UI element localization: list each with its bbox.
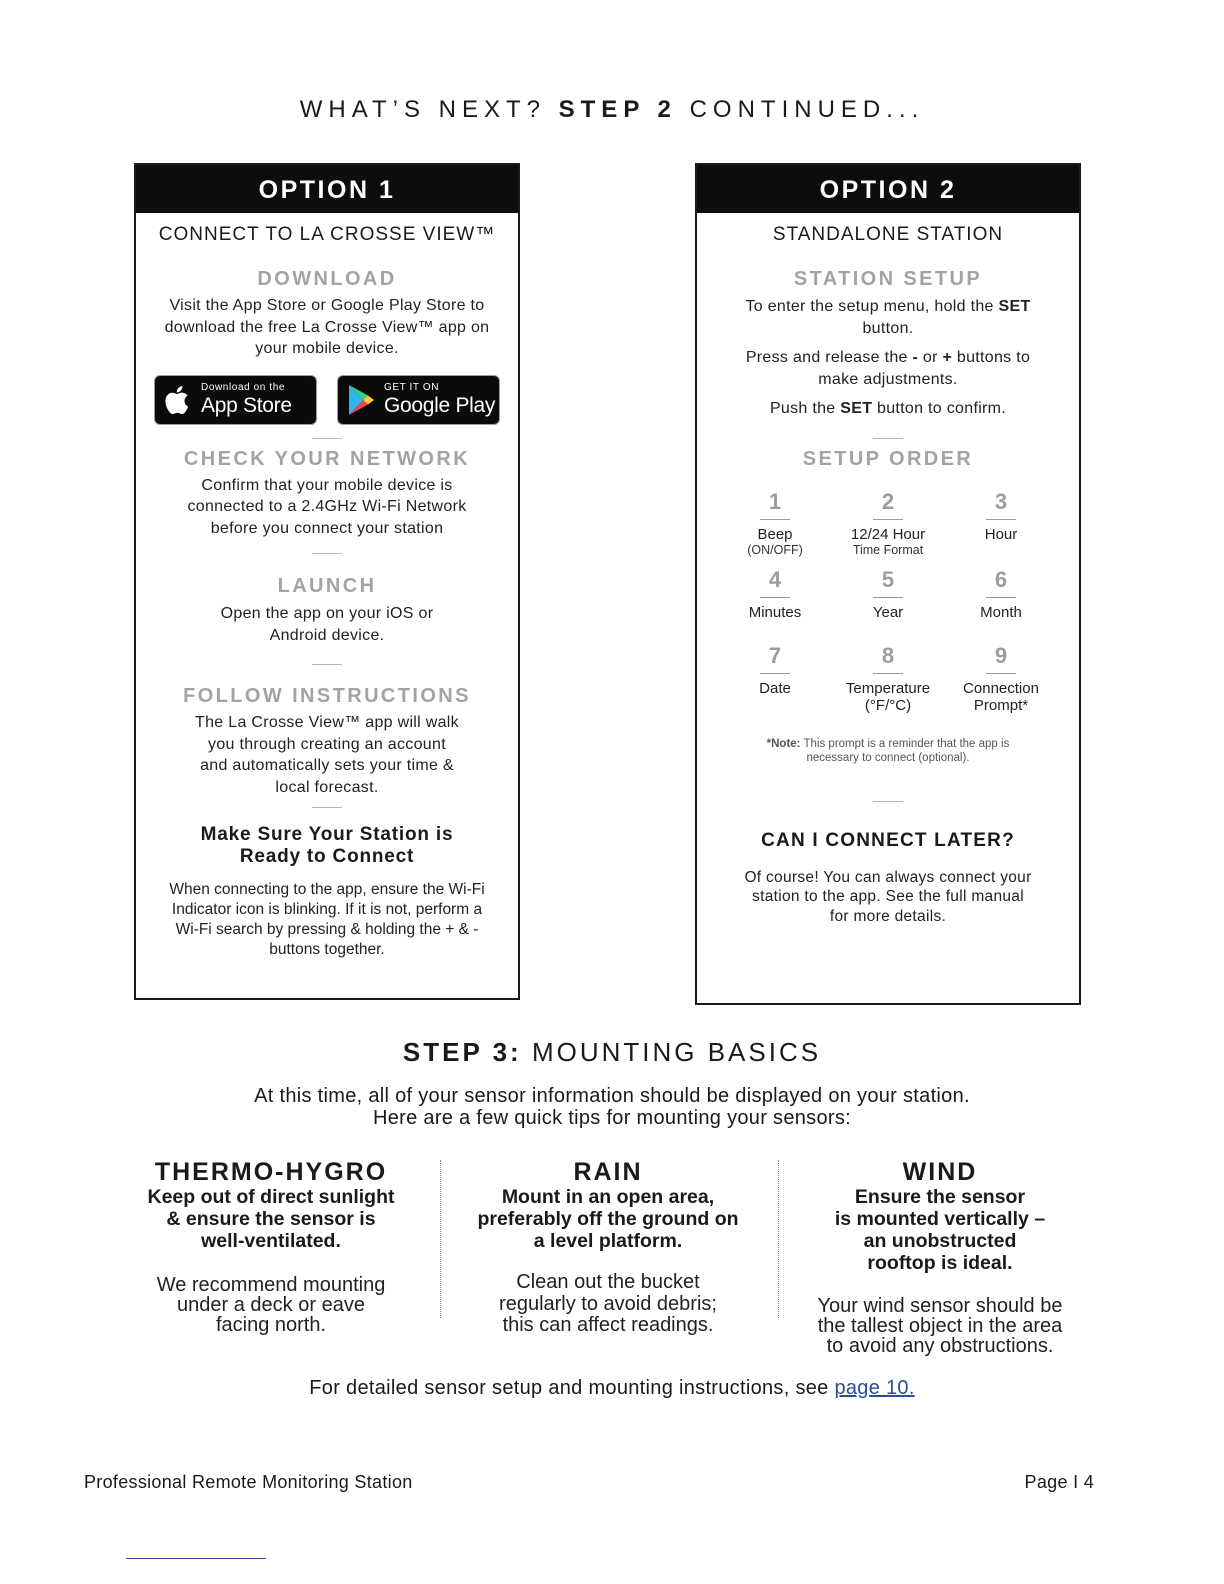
step-underline: [986, 597, 1016, 598]
tip-line: Your wind sensor should be: [817, 1295, 1063, 1317]
option-2-header: OPTION 2: [697, 165, 1079, 213]
tip-thermo-hygro: [140, 1158, 402, 1335]
option-2-panel: [695, 163, 1081, 1005]
tip-bold-line: a level platform.: [533, 1230, 683, 1252]
tip-divider: [778, 1160, 779, 1318]
setup-step: [832, 567, 945, 643]
setup-step: [719, 567, 832, 643]
detail-text: For detailed sensor setup and mounting instructions, see: [309, 1377, 829, 1399]
tip-bold-line: an unobstructed: [863, 1230, 1017, 1252]
setup-step: [945, 643, 1058, 723]
setup-line-1-end: button.: [862, 319, 914, 337]
step-number: 2: [881, 488, 895, 514]
step-sublabel: Time Format: [852, 542, 924, 557]
title-post: CONTINUED...: [689, 96, 925, 123]
step-sublabel: (ON/OFF): [747, 542, 803, 557]
tip-bold-line: rooftop is ideal.: [867, 1252, 1013, 1274]
tip-bold-line: well-ventilated.: [201, 1230, 341, 1252]
setup-step: [945, 489, 1058, 567]
tip-line: regularly to avoid debris;: [499, 1292, 717, 1315]
tip-bold-line: is mounted vertically –: [834, 1208, 1046, 1230]
step-number: 3: [994, 488, 1008, 514]
step-underline: [873, 673, 903, 674]
step-label: Temperature (°F/°C): [845, 679, 931, 714]
follow-text: The La Crosse View™ app will walk you through creating an account and automatically sets your time & local forecast.: [195, 714, 459, 796]
tip-title: THERMO-HYGRO: [154, 1158, 388, 1186]
step-label: Minutes: [748, 603, 802, 621]
connect-later-title: CAN I CONNECT LATER?: [761, 829, 1015, 851]
tip-bold-line: Mount in an open area,: [501, 1186, 715, 1208]
tip-line: the tallest object in the area: [817, 1315, 1063, 1337]
step-number: 9: [994, 642, 1008, 668]
set-key-label: SET: [998, 298, 1031, 315]
footer-page-number: Page I 4: [1024, 1472, 1094, 1492]
station-setup-title: STATION SETUP: [793, 268, 983, 290]
title-step: STEP 2: [558, 96, 677, 123]
option-2-subtitle: STANDALONE STATION: [772, 224, 1004, 245]
store-buttons: [136, 375, 518, 425]
tip-title: WIND: [902, 1158, 978, 1186]
google-play-small: GET IT ON: [384, 382, 440, 393]
divider: [312, 664, 342, 665]
step-underline: [986, 519, 1016, 520]
step-label: Beep: [757, 525, 793, 543]
google-play-big: Google Play: [384, 394, 496, 417]
option-1-header: OPTION 1: [136, 165, 518, 213]
network-title: CHECK YOUR NETWORK: [183, 447, 471, 470]
step3-title: [0, 1037, 1224, 1068]
note-label: *Note:: [766, 737, 801, 750]
step-underline: [760, 673, 790, 674]
option-1-panel: [134, 163, 520, 1000]
setup-line-2: [697, 347, 1079, 390]
tip-line: Clean out the bucket: [516, 1271, 700, 1293]
intro-line-2: Here are a few quick tips for mounting your sensors:: [372, 1107, 852, 1129]
step-label: Date: [759, 679, 791, 697]
tip-bold-line: preferably off the ground on: [477, 1208, 739, 1230]
tip-bold-line: Keep out of direct sunlight: [147, 1186, 395, 1208]
minus-key-label: -: [912, 349, 919, 366]
tip-rain: [462, 1158, 754, 1337]
step-number: 5: [881, 566, 895, 592]
step3-label: STEP 3:: [402, 1037, 522, 1067]
detail-note: [0, 1377, 1224, 1400]
google-play-button[interactable]: [337, 375, 500, 425]
step-label: 12/24 Hour: [850, 525, 926, 543]
network-text: Confirm that your mobile device is connected to a 2.4GHz Wi-Fi Network before you connect your station: [187, 476, 467, 537]
app-store-button[interactable]: [154, 375, 317, 425]
tip-line: under a deck or eave: [177, 1294, 365, 1316]
google-play-icon: [338, 384, 384, 416]
launch-title: LAUNCH: [277, 575, 377, 597]
plus-key-label: +: [942, 349, 953, 366]
setup-line-3-end: button to confirm.: [877, 400, 1007, 417]
app-store-small: Download on the: [201, 382, 286, 393]
tip-divider: [440, 1160, 441, 1318]
download-title: DOWNLOAD: [257, 268, 397, 290]
setup-line-3: [697, 398, 1079, 420]
divider: [312, 553, 342, 554]
note-text: This prompt is a reminder that the app is necessary to connect (optional).: [803, 737, 1010, 764]
setup-step: [945, 567, 1058, 643]
setup-step: [719, 489, 832, 567]
setup-line-2-or: or: [922, 349, 938, 366]
step-underline: [760, 519, 790, 520]
setup-note: [697, 737, 1079, 765]
divider: [312, 438, 342, 439]
divider: [312, 807, 342, 808]
setup-line-1: [697, 296, 1079, 339]
tip-line: to avoid any obstructions.: [826, 1335, 1054, 1357]
intro-line-1: At this time, all of your sensor information should be displayed on your station.: [254, 1085, 970, 1107]
step-number: 4: [768, 566, 782, 592]
setup-order-grid: [697, 489, 1079, 723]
setup-line-2-end: buttons to make adjustments.: [818, 349, 1031, 388]
step3-intro: [0, 1085, 1224, 1129]
tip-line: We recommend mounting: [156, 1274, 386, 1296]
set-key-label: SET: [840, 400, 873, 417]
step3-heading: MOUNTING BASICS: [531, 1037, 822, 1067]
tip-wind: [800, 1158, 1080, 1356]
connect-later-text: Of course! You can always connect your station to the app. See the full manual for more details.: [744, 868, 1032, 925]
page-10-link[interactable]: page 10.: [834, 1377, 915, 1399]
step-label: Year: [872, 603, 904, 621]
step-label: Hour: [984, 525, 1018, 543]
setup-line-1-text: To enter the setup menu, hold the: [745, 298, 994, 315]
setup-line-2-text: Press and release the: [745, 349, 908, 366]
divider: [873, 438, 903, 439]
tip-bold-line: & ensure the sensor is: [166, 1208, 376, 1230]
step-underline: [873, 519, 903, 520]
step-underline: [986, 673, 1016, 674]
setup-step: [832, 643, 945, 723]
make-sure-title: Make Sure Your Station is Ready to Connect: [200, 824, 454, 867]
footer-product-name: Professional Remote Monitoring Station: [84, 1472, 413, 1492]
step-number: 6: [994, 566, 1008, 592]
app-store-big: App Store: [201, 394, 292, 417]
step-underline: [760, 597, 790, 598]
setup-order-title: SETUP ORDER: [802, 447, 974, 470]
setup-step: [719, 643, 832, 723]
option-1-subtitle: CONNECT TO LA CROSSE VIEW™: [158, 224, 496, 245]
tip-bold-line: Ensure the sensor: [854, 1186, 1026, 1208]
step-label: Month: [980, 603, 1022, 621]
step-number: 8: [881, 642, 895, 668]
page-title: [0, 96, 1224, 124]
tip-title: RAIN: [573, 1158, 643, 1186]
apple-icon: [155, 384, 201, 416]
footer-link-underline: [126, 1558, 266, 1559]
title-pre: WHAT’S NEXT?: [299, 96, 546, 123]
download-text: Visit the App Store or Google Play Store to download the free La Crosse View™ app on your mobile device.: [164, 297, 490, 357]
make-sure-text: When connecting to the app, ensure the Wi-Fi Indicator icon is blinking. If it is not, perform a Wi-Fi search by pressing & holding the + & - buttons together.: [169, 881, 485, 958]
setup-step: [832, 489, 945, 567]
step-label: Connection Prompt*: [963, 679, 1039, 714]
step-number: 1: [768, 488, 782, 514]
step-underline: [873, 597, 903, 598]
launch-text: Open the app on your iOS or Android device.: [220, 605, 434, 644]
tip-line: facing north.: [215, 1314, 327, 1336]
tip-line: this can affect readings.: [502, 1314, 714, 1336]
follow-title: FOLLOW INSTRUCTIONS: [183, 685, 471, 707]
divider: [873, 801, 903, 802]
step-number: 7: [768, 642, 782, 668]
setup-line-3-text: Push the: [769, 400, 836, 417]
